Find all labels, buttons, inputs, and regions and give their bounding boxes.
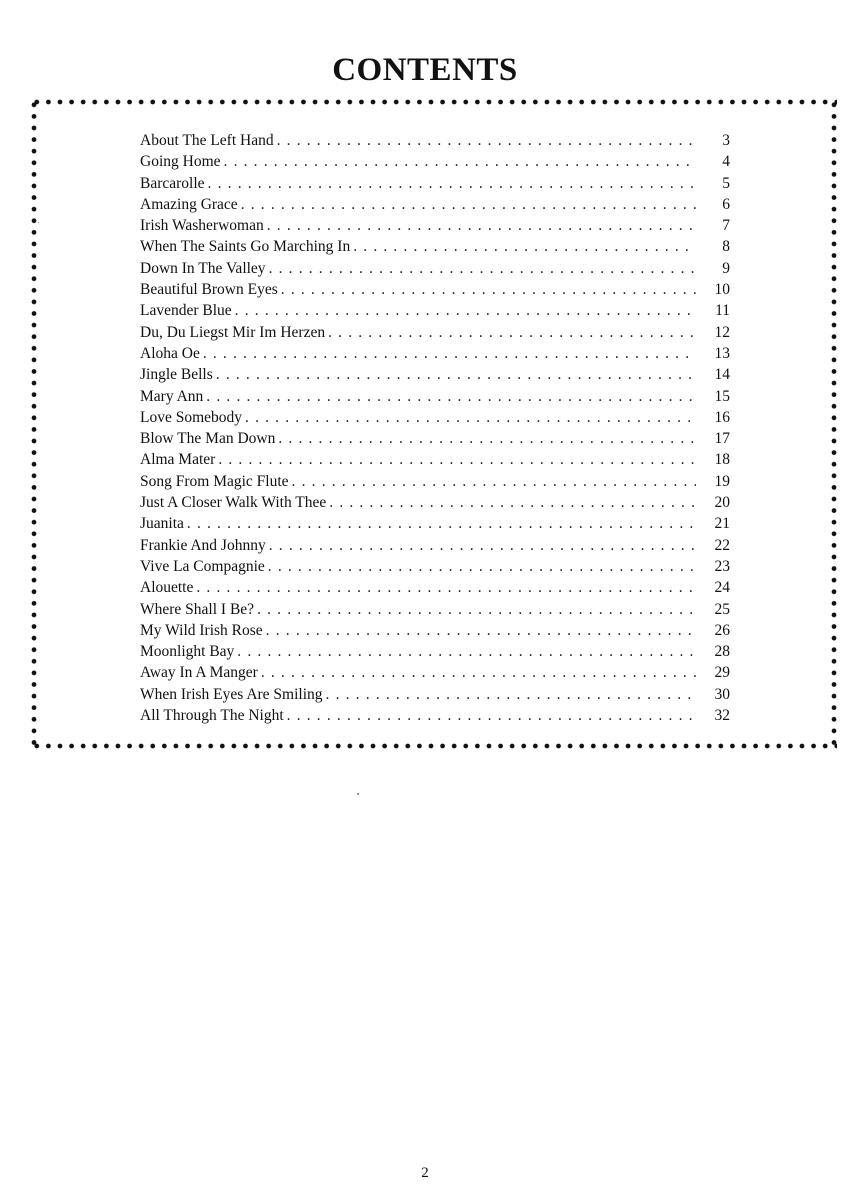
toc-entry-title: Aloha Oe (140, 344, 200, 362)
dotted-border-bottom (31, 743, 837, 749)
toc-entry-page: 13 (714, 344, 730, 362)
toc-entry-title: Away In A Manger (140, 664, 258, 682)
toc-entry-page: 17 (714, 430, 730, 448)
scan-speck (38, 222, 39, 223)
toc-entry[interactable] (140, 662, 730, 683)
page-number: 2 (421, 1165, 429, 1181)
toc-entry[interactable] (140, 492, 730, 513)
toc-entry-page: 10 (714, 281, 730, 299)
toc-entry-page: 22 (714, 536, 730, 554)
toc-entry[interactable] (140, 215, 730, 236)
dotted-border-top (31, 99, 837, 105)
dot-leader (196, 577, 696, 598)
toc-entry-title: Barcarolle (140, 174, 205, 192)
toc-entry[interactable] (140, 407, 730, 428)
dot-leader (287, 705, 696, 726)
dotted-border-left (31, 99, 37, 749)
dot-leader (241, 194, 696, 215)
toc-entry-title: Amazing Grace (140, 195, 238, 213)
toc-entry[interactable] (140, 535, 730, 556)
toc-entry-page: 9 (722, 259, 730, 277)
toc-entry-page: 8 (722, 238, 730, 256)
toc-entry[interactable] (140, 322, 730, 343)
toc-entry[interactable] (140, 556, 730, 577)
dot-leader (208, 173, 696, 194)
dot-leader (235, 300, 696, 321)
dot-leader (237, 641, 696, 662)
toc-entry-title: Mary Ann (140, 387, 204, 405)
toc-entry-title: Song From Magic Flute (140, 472, 289, 490)
toc-entry[interactable] (140, 173, 730, 194)
table-of-contents (140, 130, 730, 726)
toc-entry-page: 4 (722, 153, 730, 171)
dot-leader (224, 151, 696, 172)
toc-entry[interactable] (140, 279, 730, 300)
toc-entry-page: 28 (714, 643, 730, 661)
dot-leader (266, 620, 696, 641)
dot-leader (187, 513, 696, 534)
toc-entry[interactable] (140, 386, 730, 407)
dot-leader (281, 279, 696, 300)
toc-entry-page: 11 (715, 302, 730, 320)
toc-entry-title: Alma Mater (140, 451, 216, 469)
toc-entry[interactable] (140, 449, 730, 470)
dot-leader (278, 428, 696, 449)
toc-entry-page: 14 (714, 366, 730, 384)
dot-leader (326, 684, 696, 705)
toc-entry-title: Frankie And Johnny (140, 536, 266, 554)
toc-entry-page: 12 (714, 323, 730, 341)
dot-leader (292, 471, 696, 492)
toc-entry[interactable] (140, 236, 730, 257)
toc-entry-page: 5 (722, 174, 730, 192)
toc-entry[interactable] (140, 513, 730, 534)
toc-entry[interactable] (140, 130, 730, 151)
toc-entry[interactable] (140, 300, 730, 321)
toc-entry-title: Where Shall I Be? (140, 600, 255, 618)
toc-entry-page: 25 (714, 600, 730, 618)
dotted-border-right (831, 99, 837, 749)
toc-entry[interactable] (140, 258, 730, 279)
toc-entry-page: 7 (722, 217, 730, 235)
toc-entry-title: About The Left Hand (140, 132, 274, 149)
toc-entry-title: Alouette (140, 579, 194, 597)
dot-leader (329, 492, 696, 513)
toc-entry-page: 32 (714, 707, 730, 725)
toc-entry-title: Irish Washerwoman (140, 217, 264, 235)
dot-leader (268, 556, 696, 577)
toc-entry-title: Lavender Blue (140, 302, 232, 320)
toc-entry[interactable] (140, 620, 730, 641)
toc-entry-page: 19 (714, 472, 730, 490)
toc-entry-title: Just A Closer Walk With Thee (140, 494, 327, 512)
dot-leader (218, 449, 696, 470)
toc-entry[interactable] (140, 343, 730, 364)
toc-entry-title: When The Saints Go Marching In (140, 238, 351, 256)
dot-leader (269, 535, 696, 556)
dot-leader (261, 662, 696, 683)
dot-leader (269, 258, 696, 279)
dot-leader (277, 130, 696, 151)
toc-entry-title: Love Somebody (140, 408, 243, 426)
toc-entry[interactable] (140, 471, 730, 492)
toc-entry[interactable] (140, 428, 730, 449)
toc-entry-title: Beautiful Brown Eyes (140, 281, 278, 299)
dot-leader (203, 343, 696, 364)
dot-leader (267, 215, 696, 236)
toc-entry-page: 6 (722, 195, 730, 213)
toc-entry[interactable] (140, 364, 730, 385)
toc-entry-title: Jingle Bells (140, 366, 213, 384)
toc-entry-title: Moonlight Bay (140, 643, 235, 661)
toc-entry-title: Down In The Valley (140, 259, 266, 277)
page-title: CONTENTS (332, 52, 518, 89)
dot-leader (353, 236, 696, 257)
dot-leader (206, 386, 696, 407)
toc-entry[interactable] (140, 705, 730, 726)
dot-leader (257, 599, 696, 620)
toc-entry[interactable] (140, 151, 730, 172)
toc-entry-title: When Irish Eyes Are Smiling (140, 685, 323, 703)
toc-entry-page: 16 (714, 408, 730, 426)
toc-entry-title: Going Home (140, 153, 221, 171)
toc-entry-page: 26 (714, 621, 730, 639)
scan-speck (357, 793, 359, 795)
toc-entry-page: 30 (714, 685, 730, 703)
dot-leader (216, 364, 696, 385)
toc-entry-page: 29 (714, 664, 730, 682)
toc-entry-title: All Through The Night (140, 707, 284, 725)
toc-entry-title: My Wild Irish Rose (140, 621, 263, 639)
toc-entry[interactable] (140, 684, 730, 705)
toc-entry-page: 15 (714, 387, 730, 405)
toc-entry-page: 20 (714, 494, 730, 512)
dot-leader (328, 322, 696, 343)
toc-entry[interactable] (140, 641, 730, 662)
toc-entry[interactable] (140, 194, 730, 215)
toc-entry-page: 3 (722, 132, 730, 149)
toc-entry-page: 21 (714, 515, 730, 533)
dot-leader (245, 407, 696, 428)
toc-entry-title: Blow The Man Down (140, 430, 276, 448)
toc-entry[interactable] (140, 599, 730, 620)
toc-entry-title: Du, Du Liegst Mir Im Herzen (140, 323, 326, 341)
toc-entry-page: 18 (714, 451, 730, 469)
toc-entry-title: Vive La Compagnie (140, 557, 265, 575)
toc-entry-title: Juanita (140, 515, 184, 533)
toc-entry-page: 24 (714, 579, 730, 597)
toc-entry-page: 23 (714, 557, 730, 575)
toc-entry[interactable] (140, 577, 730, 598)
